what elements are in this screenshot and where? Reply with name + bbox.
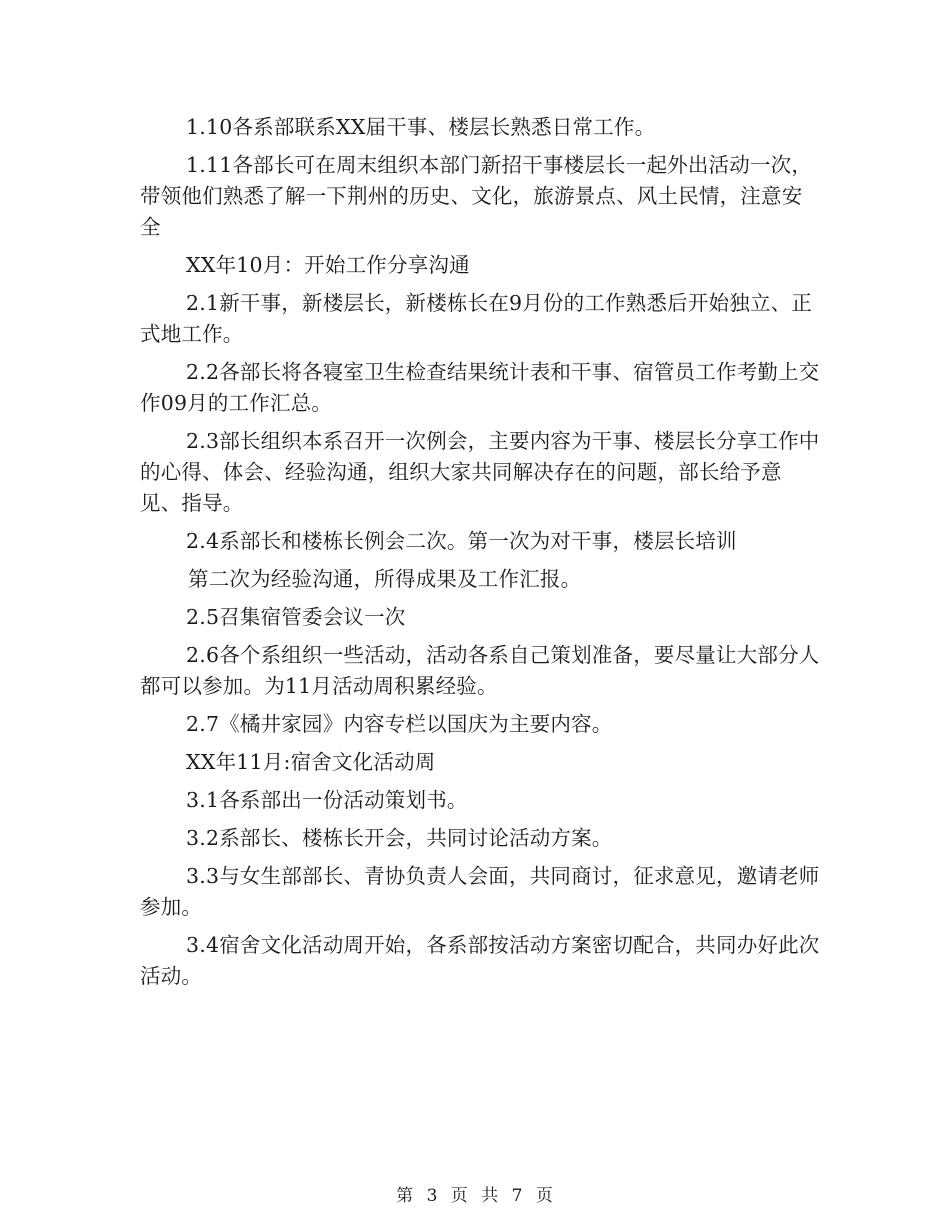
paragraph-2-3: 2.3部长组织本系召开一次例会，主要内容为干事、楼层长分享工作中的心得、体会、经验沟通，组织大家共同解决存在的问题，部长给予意见、指导。	[140, 429, 820, 515]
footer-total-pages: 7	[511, 1186, 524, 1206]
paragraph-2-4: 2.4系部长和楼栋长例会二次。第一次为对干事，楼层长培训	[186, 529, 737, 553]
paragraph-2-4-continued: 第二次为经验沟通，所得成果及工作汇报。	[188, 567, 582, 591]
document-body	[140, 112, 820, 999]
paragraph-2-5: 2.5召集宿管委会议一次	[186, 605, 406, 629]
paragraph-2-2: 2.2各部长将各寝室卫生检查结果统计表和干事、宿管员工作考勤上交作09月的工作汇总。	[140, 360, 820, 415]
footer-prefix: 第	[396, 1186, 415, 1206]
paragraph-3-1: 3.1各系部出一份活动策划书。	[186, 788, 468, 812]
paragraph-3-3: 3.3与女生部部长、青协负责人会面，共同商讨，征求意见，邀请老师参加。	[140, 864, 820, 919]
paragraph-3-4: 3.4宿舍文化活动周开始，各系部按活动方案密切配合，共同办好此次活动。	[140, 933, 820, 988]
paragraph-1-10: 1.10各系部联系XX届干事、楼层长熟悉日常工作。	[186, 115, 656, 139]
paragraph-2-6: 2.6各个系组织一些活动，活动各系自己策划准备，要尽量让大部分人都可以参加。为11月活动周积累经验。	[140, 643, 820, 698]
footer-current-page: 3	[426, 1186, 439, 1206]
paragraph-2-7: 2.7《橘井家园》内容专栏以国庆为主要内容。	[186, 712, 613, 736]
paragraph-2-1: 2.1新干事，新楼层长，新楼栋长在9月份的工作熟悉后开始独立、正式地工作。	[140, 291, 813, 346]
page-footer	[0, 1186, 950, 1206]
section-heading-october: XX年10月：开始工作分享沟通	[186, 253, 470, 277]
footer-total-prefix: 共	[481, 1186, 500, 1206]
footer-page-label: 页	[450, 1186, 469, 1206]
paragraph-3-2: 3.2系部长、楼栋长开会，共同讨论活动方案。	[186, 826, 613, 850]
section-heading-november: XX年11月:宿舍文化活动周	[186, 750, 436, 774]
paragraph-1-11: 1.11各部长可在周末组织本部门新招干事楼层长一起外出活动一次，带领他们熟悉了解一下荆州的历史、文化，旅游景点、风土民情，注意安全	[140, 153, 813, 239]
footer-suffix: 页	[535, 1186, 554, 1206]
